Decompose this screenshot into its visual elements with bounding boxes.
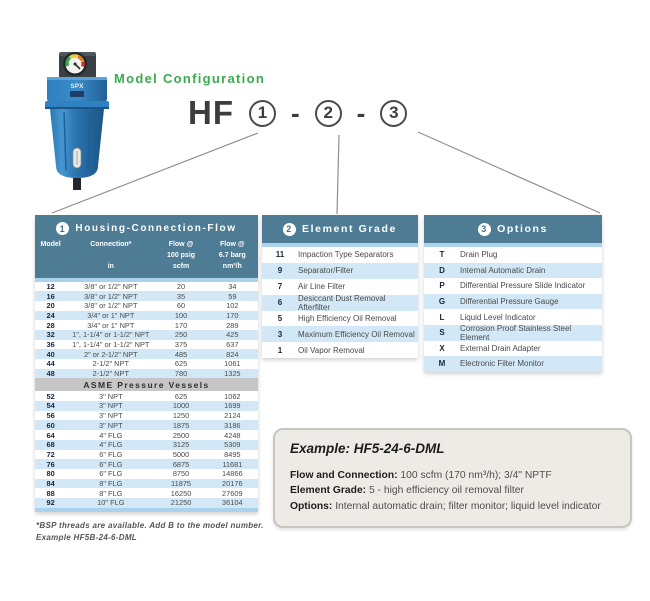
example-flow-line [290, 468, 615, 483]
code-cell: 7 [277, 282, 283, 292]
list-item [424, 294, 602, 310]
description-cell: Differential Pressure Slide Indicator [460, 281, 586, 291]
table-row [35, 349, 258, 359]
table-row [35, 411, 258, 421]
options-title-text: Options [497, 223, 548, 235]
options-title [424, 215, 602, 243]
col-model-label: Model [40, 241, 61, 248]
description-cell: Electronic Filter Monitor [460, 359, 545, 369]
options-label: Options: [290, 500, 333, 512]
element-grade-value: 5 - high efficiency oil removal filter [366, 485, 524, 497]
flow-scfm-cell: 11875 [171, 478, 192, 488]
connector-line-2 [337, 135, 339, 214]
housing-rows-asme [35, 391, 258, 507]
model-cell: 68 [46, 440, 55, 450]
filter-shoulder-shadow [45, 107, 109, 109]
flow-scfm-cell: 5000 [172, 449, 190, 459]
slot-1-circle: 1 [249, 100, 276, 127]
code-cell: 11 [275, 250, 285, 260]
model-cell: 24 [46, 310, 55, 320]
list-item [424, 278, 602, 294]
element-grade-table [262, 215, 418, 358]
flow-nm3-cell: 1325 [224, 369, 241, 379]
model-cell: 76 [46, 459, 55, 469]
model-cell: 56 [46, 411, 55, 421]
connection-cell: 3" NPT [99, 391, 123, 401]
col-flow-psig [155, 240, 206, 273]
list-item [262, 326, 418, 342]
housing-rows-npt [35, 282, 258, 379]
description-cell: Air Line Filter [298, 282, 346, 292]
flow-scfm-cell: 20 [176, 281, 186, 291]
connection-cell: 6" FLG [99, 469, 123, 479]
col-flow-psig-l2: 100 psig [167, 251, 196, 259]
table-row [35, 311, 258, 321]
flow-scfm-cell: 485 [174, 349, 188, 359]
flow-scfm-cell: 250 [174, 330, 188, 340]
flow-nm3-cell: 20176 [222, 478, 243, 488]
code-cell: S [439, 328, 445, 338]
table-row [35, 430, 258, 440]
footnote-line-1: *BSP threads are available. Add B to the model number. [36, 521, 264, 530]
col-flow-psig-l3: scfm [172, 262, 190, 270]
connection-cell: 8" FLG [99, 488, 123, 498]
connection-cell: 1", 1-1/4" or 1-1/2" NPT [72, 330, 150, 340]
table-row [35, 450, 258, 460]
list-item [262, 247, 418, 263]
model-cell: 80 [46, 469, 55, 479]
col-model [35, 240, 66, 273]
drain-port [73, 178, 81, 190]
connection-cell: 2-1/2" NPT [92, 359, 129, 369]
description-cell: External Drain Adapter [460, 343, 541, 353]
code-cell: 5 [277, 314, 283, 323]
number-1-icon: 1 [56, 222, 69, 235]
flow-scfm-cell: 1250 [172, 411, 190, 421]
flow-scfm-cell: 35 [176, 291, 186, 301]
housing-table-title [35, 215, 258, 239]
options-header [424, 215, 602, 243]
code-cell: G [438, 297, 446, 307]
code-cell: 9 [277, 266, 283, 276]
flow-scfm-cell: 100 [174, 310, 188, 320]
model-cell: 60 [46, 420, 55, 430]
connection-cell: 3" NPT [99, 411, 123, 421]
element-grade-rows [262, 247, 418, 358]
table-row [35, 420, 258, 430]
flow-nm3-cell: 1062 [224, 391, 241, 401]
code-cell: M [438, 359, 446, 369]
table-row [35, 459, 258, 469]
flow-nm3-cell: 2124 [224, 411, 241, 421]
connection-cell: 6" FLG [99, 459, 123, 469]
flow-nm3-cell: 289 [226, 320, 239, 330]
dash-2: - [356, 97, 366, 128]
flow-scfm-cell: 1000 [172, 401, 190, 411]
flow-nm3-cell: 3186 [224, 420, 241, 430]
model-cell: 40 [46, 349, 55, 359]
description-cell: Drain Plug [460, 250, 498, 260]
flow-scfm-cell: 3125 [172, 440, 190, 450]
flow-connection-label: Flow and Connection: [290, 470, 398, 481]
model-cell: 84 [46, 478, 55, 488]
table-row [35, 469, 258, 479]
flow-nm3-cell: 1061 [224, 359, 241, 369]
model-prefix: HF [188, 94, 234, 131]
model-cell: 54 [46, 401, 55, 411]
table-row [35, 359, 258, 369]
example-box [273, 428, 632, 528]
col-flow-barg [207, 240, 258, 273]
model-label-plate [70, 91, 84, 97]
pressure-gauge-icon [63, 52, 87, 76]
connection-cell: 2" or 2-1/2" NPT [83, 349, 138, 359]
connection-cell: 3/8" or 1/2" NPT [84, 301, 138, 311]
list-item [424, 263, 602, 279]
code-cell: 1 [277, 345, 283, 355]
flow-nm3-cell: 11681 [222, 459, 243, 469]
dash-1: - [291, 97, 300, 128]
flow-scfm-cell: 170 [174, 320, 188, 330]
description-cell: Liquid Level Indicator [460, 312, 536, 322]
description-cell: High Efficiency Oil Removal [298, 314, 397, 323]
connection-cell: 6" FLG [99, 449, 123, 459]
code-cell: P [439, 281, 445, 291]
model-cell: 44 [46, 359, 55, 369]
number-2-icon: 2 [283, 223, 296, 236]
brand-label: SPX [70, 83, 84, 90]
table-row [35, 320, 258, 330]
list-item [424, 325, 602, 341]
list-item [262, 295, 418, 311]
col-connection [66, 240, 155, 273]
code-cell: T [439, 250, 445, 260]
filter-head-highlight [47, 77, 107, 80]
description-cell: Separator/Filter [298, 266, 354, 276]
model-cell: 64 [46, 430, 55, 440]
model-cell: 52 [46, 391, 55, 401]
flow-nm3-cell: 102 [226, 301, 239, 311]
footnote-line-2: Example HF5B-24-6-DML [36, 532, 137, 542]
flow-scfm-cell: 625 [174, 359, 188, 369]
col-flow-barg-l1: Flow @ [219, 241, 245, 248]
list-item [262, 263, 418, 279]
table-row [35, 291, 258, 301]
description-cell: Maximum Efficiency Oil Removal [298, 329, 415, 339]
housing-table-title-text: Housing-Connection-Flow [75, 223, 237, 234]
flow-nm3-cell: 170 [226, 310, 239, 320]
table-row [35, 391, 258, 401]
table-row [35, 401, 258, 411]
flow-scfm-cell: 1875 [172, 420, 190, 430]
model-code-heading [188, 94, 407, 132]
code-cell: X [439, 343, 445, 353]
description-cell: Internal Automatic Drain [460, 265, 546, 275]
connection-cell: 1", 1-1/4" or 1-1/2" NPT [72, 340, 150, 349]
flow-nm3-cell: 1699 [224, 401, 241, 411]
slot-3-circle: 3 [380, 100, 407, 127]
example-title: Example: HF5-24-6-DML [290, 441, 445, 456]
connection-cell: 2-1/2" NPT [92, 369, 129, 379]
model-cell: 20 [46, 301, 55, 311]
model-cell: 92 [46, 498, 55, 508]
flow-scfm-cell: 6875 [172, 459, 190, 469]
model-cell: 48 [46, 369, 55, 379]
connector-line-3 [418, 132, 600, 213]
flow-nm3-cell: 4248 [224, 430, 241, 440]
options-table [424, 215, 602, 372]
flow-nm3-cell: 34 [228, 281, 237, 291]
col-flow-psig-l1: Flow @ [168, 241, 194, 248]
description-cell: Differential Pressure Gauge [460, 297, 559, 307]
table-row [35, 369, 258, 379]
flow-scfm-cell: 2500 [172, 430, 190, 440]
model-cell: 88 [46, 488, 55, 498]
connection-cell: 3/4" or 1" NPT [87, 320, 135, 330]
flow-scfm-cell: 8750 [172, 469, 190, 479]
table-row [35, 282, 258, 292]
connection-cell: 4" FLG [99, 430, 123, 440]
model-cell: 12 [46, 281, 55, 291]
flow-nm3-cell: 27609 [222, 488, 243, 498]
connection-cell: 3/8" or 1/2" NPT [84, 291, 138, 301]
flow-nm3-cell: 36104 [222, 498, 243, 508]
element-grade-title [262, 215, 418, 243]
model-cell: 28 [46, 320, 55, 330]
page-title: Model Configuration [114, 71, 266, 86]
model-cell: 16 [46, 291, 55, 301]
col-connection-unit: in [107, 262, 114, 270]
table-row [35, 479, 258, 489]
table-row [35, 498, 258, 508]
housing-table-header [35, 215, 258, 278]
flow-scfm-cell: 780 [174, 369, 188, 379]
table-row [35, 340, 258, 350]
element-grade-header [262, 215, 418, 243]
code-cell: 3 [277, 329, 283, 339]
slot-2-circle: 2 [315, 100, 342, 127]
flow-nm3-cell: 8495 [224, 449, 241, 459]
table-row [35, 488, 258, 498]
connection-cell: 3/4" or 1" NPT [87, 310, 135, 320]
description-cell: Corrosion Proof Stainless Steel Element [460, 323, 572, 342]
flow-connection-value: 100 scfm (170 nm³/h); 3/4" NPTF [397, 470, 552, 481]
model-cell: 36 [46, 340, 55, 349]
filter-product-image [34, 46, 120, 196]
flow-nm3-cell: 425 [226, 330, 239, 340]
list-item [262, 279, 418, 295]
connection-cell: 10" FLG [97, 498, 125, 508]
bsp-footnote [36, 520, 264, 543]
code-cell: D [439, 265, 445, 275]
description-cell: Impaction Type Separators [298, 250, 394, 260]
flow-scfm-cell: 60 [176, 301, 186, 311]
connection-cell: 3" NPT [99, 420, 123, 430]
list-item [424, 341, 602, 357]
flow-nm3-cell: 59 [228, 291, 237, 301]
flow-nm3-cell: 14866 [222, 469, 243, 479]
example-grade-line [290, 483, 615, 498]
flow-scfm-cell: 16250 [170, 488, 192, 498]
options-rows [424, 247, 602, 372]
col-connection-label: Connection* [90, 241, 132, 248]
model-cell: 72 [46, 449, 55, 459]
connection-cell: 8" FLG [99, 478, 123, 488]
description-cell: Desiccant Dust Removal Afterfilter [298, 293, 386, 312]
code-cell: 6 [277, 298, 283, 308]
element-grade-title-text: Element Grade [302, 223, 397, 235]
table-row [35, 440, 258, 450]
connection-cell: 3/8" or 1/2" NPT [84, 281, 138, 291]
connection-cell: 4" FLG [99, 440, 123, 450]
footer-divider-strip [35, 508, 258, 512]
flow-scfm-cell: 625 [174, 391, 188, 401]
description-cell: Oil Vapor Removal [298, 345, 365, 355]
list-item [262, 311, 418, 327]
flow-nm3-cell: 637 [226, 340, 239, 349]
list-item [424, 356, 602, 372]
table-row [35, 301, 258, 311]
list-item [424, 309, 602, 325]
model-cell: 32 [46, 330, 55, 340]
flow-nm3-cell: 5309 [224, 440, 241, 450]
table-row [35, 330, 258, 340]
housing-column-headers [35, 239, 258, 278]
asme-section-divider: ASME Pressure Vessels [35, 378, 258, 391]
example-options-line [290, 499, 615, 514]
list-item [424, 247, 602, 263]
col-flow-barg-l2: 6.7 barg [218, 251, 246, 259]
connection-cell: 3" NPT [99, 401, 123, 411]
flow-nm3-cell: 824 [226, 349, 239, 359]
list-item [262, 342, 418, 358]
housing-connection-flow-table [35, 215, 258, 512]
code-cell: L [439, 312, 445, 322]
col-flow-barg-l3: nm³/h [222, 262, 242, 270]
flow-scfm-cell: 375 [174, 340, 188, 349]
element-grade-label: Element Grade: [290, 485, 367, 497]
options-value: Internal automatic drain; filter monitor; liquid level indicator [332, 500, 601, 512]
number-3-icon: 3 [478, 223, 491, 236]
flow-scfm-cell: 21250 [170, 498, 192, 508]
